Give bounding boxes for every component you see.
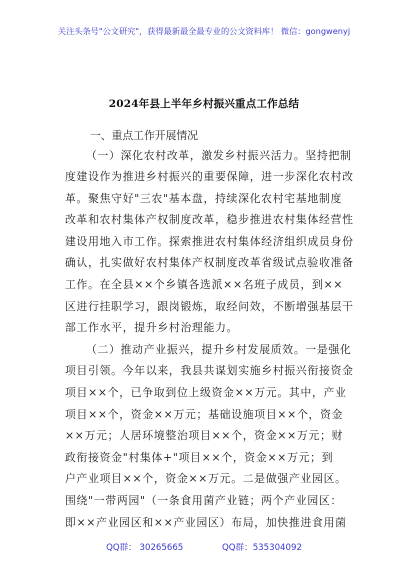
body-line: 围绕"一带两园"（一条食用菌产业链；两个产业园区： — [65, 494, 343, 507]
qq-group-2: QQ群：535304092 — [222, 543, 302, 553]
qq-group-1: QQ群： 30265665 — [106, 543, 184, 553]
body-line: 部工作水平，提升乡村治理能力。 — [65, 321, 239, 335]
document-title: 2024年县上半年乡村振兴重点工作总结 — [108, 98, 300, 110]
body-line: 项目××个，已争取到位上级资金××万元。其中，产业 — [65, 386, 347, 400]
body-line: 即××产业园区和××产业园区）布局，加快推进食用菌 — [65, 515, 347, 529]
body-line: 建设用地入市工作。探索推进农村集体经济组织成员身份 — [65, 234, 354, 248]
body-line: 项目××个，资金××万元；基础设施项目××个，资金 — [65, 407, 344, 421]
body-line: 确认，扎实做好农村集体产权制度改革省级试点验收准备 — [65, 256, 354, 270]
header-banner: 关注头条号"公文研究"，获得最新最全最专业的公文资料库！ 微信：gongwenyj — [57, 26, 351, 36]
body-line: 度建设作为推进乡村振兴的重要保障，进一步深化农村改 — [65, 170, 354, 184]
body-line: 革。聚焦守好"三农"基本盘，持续深化农村宅基地制度 — [65, 191, 343, 205]
body-line: 户产业项目××个，资金××万元。二是做强产业园区。 — [65, 472, 347, 486]
body-line: 政衔接资金"村集体+"项目××个，资金××万元；到 — [65, 450, 334, 464]
body-line: 项目引领。今年以来，我县共谋划实施乡村振兴衔接资金 — [65, 364, 354, 378]
body-line: （二）推动产业振兴，提升乡村发展质效。一是强化 — [86, 342, 352, 356]
body-line: 区进行挂职学习，跟岗锻炼，取经问效，不断增强基层干 — [65, 299, 354, 313]
footer-contact — [0, 541, 408, 553]
body-line: 改革和农村集体产权制度改革，稳步推进农村集体经营性 — [65, 213, 354, 227]
body-line: ××万元；人居环境整治项目××个，资金××万元；财 — [65, 429, 344, 443]
document-body — [65, 145, 365, 534]
body-line: （一）深化农村改革，激发乡村振兴活力。坚持把制 — [86, 148, 352, 162]
section-heading: 一、重点工作开展情况 — [90, 129, 198, 142]
body-line: 工作。在全县××个乡镇各选派××名班子成员，到×× — [65, 278, 344, 292]
